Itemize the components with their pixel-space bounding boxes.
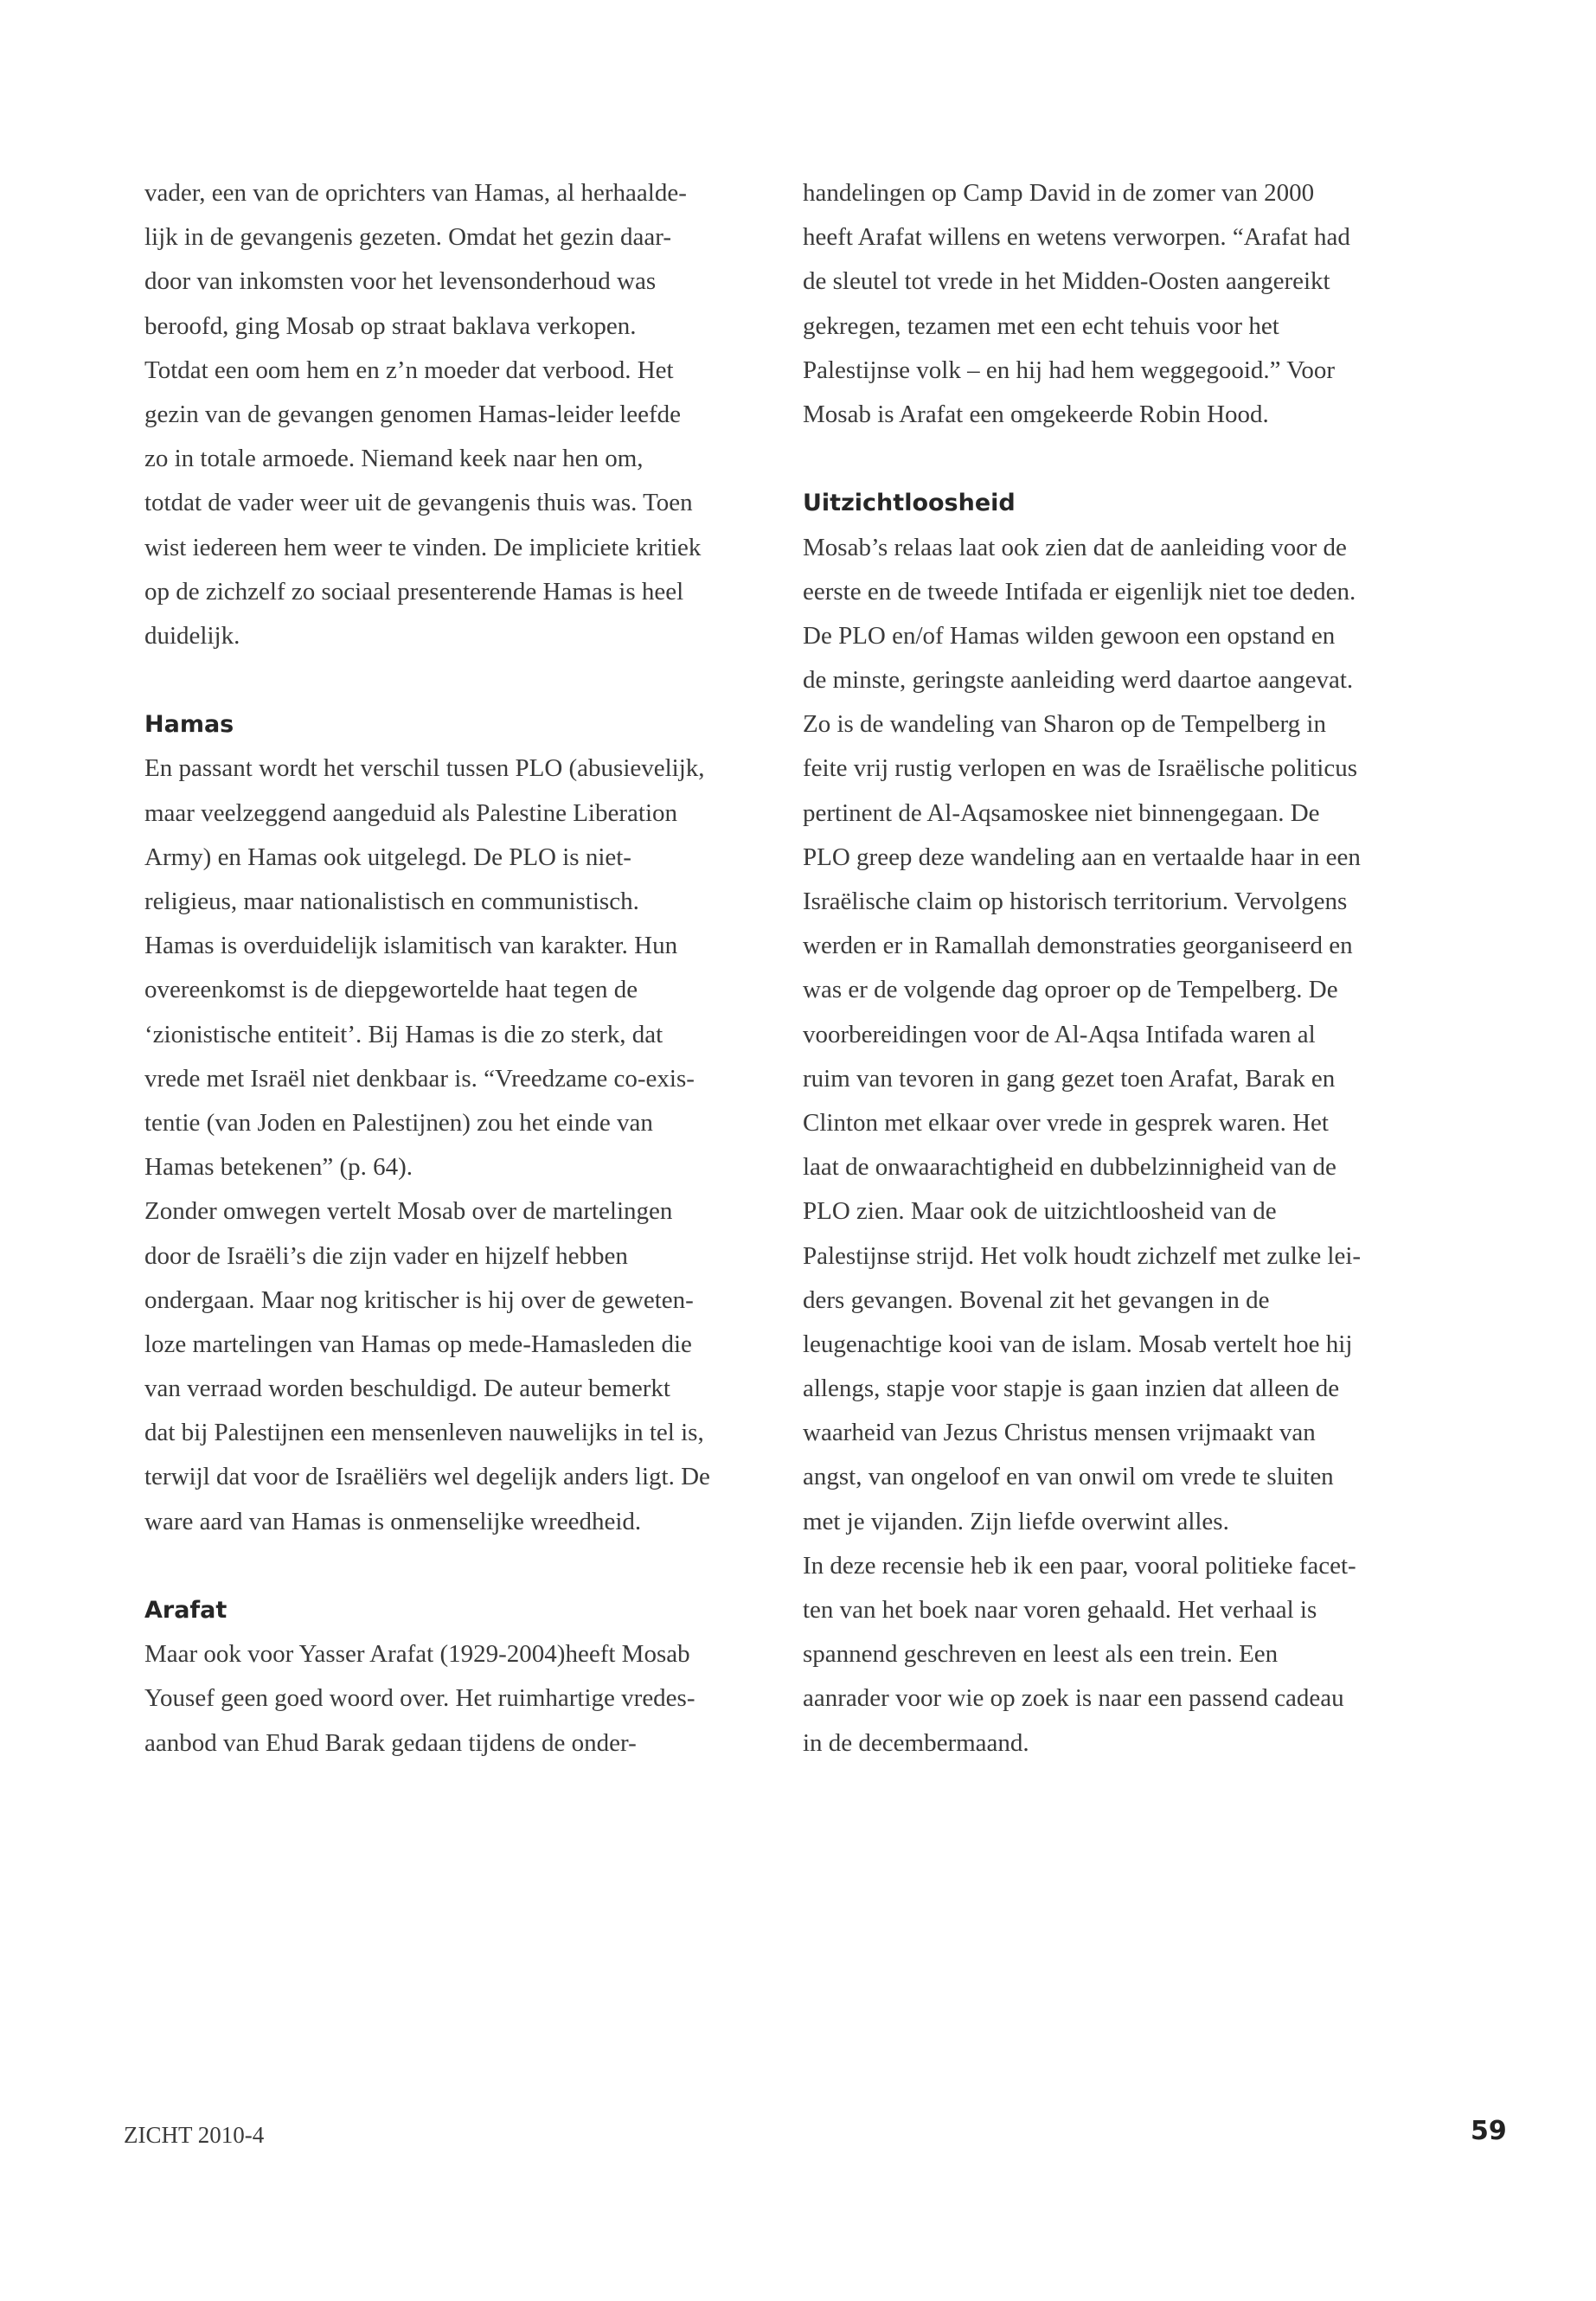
text-line: aanbod van Ehud Barak gedaan tijdens de onder-	[144, 1728, 637, 1757]
text-line: lijk in de gevangenis gezeten. Omdat het gezin daar-	[144, 223, 671, 252]
text-line: Mosab is Arafat een omgekeerde Robin Hood.	[803, 400, 1269, 428]
text-line: in de decembermaand.	[803, 1728, 1029, 1757]
text-line: duidelijk.	[144, 621, 240, 650]
text-line: was er de volgende dag oproer op de Tempelberg. De	[803, 976, 1338, 1004]
text-line: Maar ook voor Yasser Arafat (1929-2004)heeft Mosab	[144, 1640, 690, 1669]
text-line: zo in totale armoede. Niemand keek naar hen om,	[144, 445, 644, 473]
text-line: terwijl dat voor de Israëliërs wel degelijk anders ligt. De	[144, 1463, 710, 1491]
text-line: pertinent de Al-Aqsamoskee niet binnengegaan. De	[803, 798, 1320, 827]
text-line: totdat de vader weer uit de gevangenis thuis was. Toen	[144, 489, 693, 517]
paragraph-gap	[803, 437, 1426, 481]
text-line: ten van het boek naar voren gehaald. Het verhaal is	[803, 1596, 1317, 1624]
text-line: Israëlische claim op historisch territorium. Vervolgens	[803, 888, 1348, 915]
text-line: loze martelingen van Hamas op mede-Hamasleden die	[144, 1330, 692, 1358]
text-line: ware aard van Hamas is onmenselijke wreedheid.	[144, 1507, 642, 1535]
text-line: In deze recensie heb ik een paar, vooral politieke facet-	[803, 1551, 1356, 1580]
paragraph-gap	[144, 658, 767, 702]
text-line: heeft Arafat willens en wetens verworpen. “Arafat had	[803, 223, 1350, 252]
text-line: de sleutel tot vrede in het Midden-Oosten aangereikt	[803, 267, 1330, 296]
text-line: Hamas is overduidelijk islamitisch van karakter. Hun	[144, 932, 678, 960]
text-line: Yousef geen goed woord over. Het ruimhartige vredes-	[144, 1684, 695, 1713]
text-line: de minste, geringste aanleiding werd daartoe aangevat.	[803, 666, 1354, 695]
text-line: angst, van ongeloof en van onwil om vrede te sluiten	[803, 1463, 1334, 1491]
text-line: beroofd, ging Mosab op straat baklava verkopen.	[144, 311, 637, 340]
text-line: Totdat een oom hem en z’n moeder dat verbood. Het	[144, 356, 674, 384]
text-line: feite vrij rustig verlopen en was de Israëlische politicus	[803, 754, 1358, 783]
section-heading: Arafat	[144, 1597, 228, 1624]
section-heading: Hamas	[144, 711, 234, 739]
page-number: 59	[1471, 2116, 1507, 2146]
text-line: aanrader voor wie op zoek is naar een passend cadeau	[803, 1684, 1344, 1713]
text-line: waarheid van Jezus Christus mensen vrijmaakt van	[803, 1419, 1316, 1447]
text-line: eerste en de tweede Intifada er eigenlijk niet toe deden.	[803, 577, 1356, 606]
text-line: vader, een van de oprichters van Hamas, al herhaalde-	[144, 179, 687, 207]
text-line: Army) en Hamas ook uitgelegd. De PLO is niet-	[144, 843, 631, 871]
text-line: maar veelzeggend aangeduid als Palestine Liberation	[144, 798, 677, 827]
text-line: op de zichzelf zo sociaal presenterende Hamas is heel	[144, 577, 684, 606]
text-line: van verraad worden beschuldigd. De auteur bemerkt	[144, 1375, 670, 1403]
text-line: Palestijnse volk – en hij had hem weggegooid.” Voor	[803, 356, 1336, 384]
text-line: Mosab’s relaas laat ook zien dat de aanleiding voor de	[803, 533, 1347, 561]
text-line: religieus, maar nationalistisch en communistisch.	[144, 888, 639, 915]
text-line: laat de onwaarachtigheid en dubbelzinnigheid van de	[803, 1153, 1336, 1182]
text-line: Hamas betekenen” (p. 64).	[144, 1153, 413, 1182]
left-column	[144, 171, 767, 1766]
text-line: leugenachtige kooi van de islam. Mosab vertelt hoe hij	[803, 1330, 1353, 1358]
text-line: ondergaan. Maar nog kritischer is hij over de geweten-	[144, 1285, 694, 1314]
text-line: ruim van tevoren in gang gezet toen Arafat, Barak en	[803, 1064, 1336, 1093]
text-line: Zonder omwegen vertelt Mosab over de martelingen	[144, 1197, 673, 1226]
text-line: Zo is de wandeling van Sharon op de Tempelberg in	[803, 710, 1326, 739]
text-line: Clinton met elkaar over vrede in gesprek waren. Het	[803, 1108, 1329, 1137]
text-line: tentie (van Joden en Palestijnen) zou het einde van	[144, 1108, 653, 1137]
text-line: wist iedereen hem weer te vinden. De impliciete kritiek	[144, 533, 702, 561]
text-line: overeenkomst is de diepgewortelde haat tegen de	[144, 976, 638, 1004]
text-line: dat bij Palestijnen een mensenleven nauwelijks in tel is,	[144, 1419, 704, 1447]
paragraph-gap	[144, 1544, 767, 1588]
text-line: gekregen, tezamen met een echt tehuis voor het	[803, 311, 1279, 340]
text-line: werden er in Ramallah demonstraties georganiseerd en	[803, 932, 1353, 960]
text-line: met je vijanden. Zijn liefde overwint alles.	[803, 1507, 1229, 1535]
text-line: De PLO en/of Hamas wilden gewoon een opstand en	[803, 621, 1336, 650]
text-line: Palestijnse strijd. Het volk houdt zichzelf met zulke lei-	[803, 1241, 1362, 1270]
text-line: vrede met Israël niet denkbaar is. “Vreedzame co-exis-	[144, 1064, 695, 1093]
text-line: allengs, stapje voor stapje is gaan inzien dat alleen de	[803, 1375, 1340, 1403]
text-line: gezin van de gevangen genomen Hamas-leider leefde	[144, 400, 681, 428]
text-line: spannend geschreven en leest als een trein. Een	[803, 1640, 1279, 1669]
text-line: door van inkomsten voor het levensonderhoud was	[144, 267, 657, 296]
section-heading: Uitzichtloosheid	[803, 490, 1016, 517]
text-line: PLO zien. Maar ook de uitzichtloosheid van de	[803, 1197, 1277, 1226]
footer-publication: ZICHT 2010-4	[124, 2122, 265, 2148]
text-line: ‘zionistische entiteit’. Bij Hamas is die zo sterk, dat	[144, 1020, 663, 1048]
text-line: En passant wordt het verschil tussen PLO (abusievelijk,	[144, 754, 705, 783]
text-line: door de Israëli’s die zijn vader en hijzelf hebben	[144, 1241, 628, 1270]
text-line: voorbereidingen voor de Al-Aqsa Intifada waren al	[803, 1020, 1316, 1048]
text-line: handelingen op Camp David in de zomer van 2000	[803, 179, 1315, 207]
right-column	[803, 171, 1426, 1766]
text-line: PLO greep deze wandeling aan en vertaalde haar in een	[803, 843, 1361, 871]
text-line: ders gevangen. Bovenal zit het gevangen in de	[803, 1285, 1270, 1314]
